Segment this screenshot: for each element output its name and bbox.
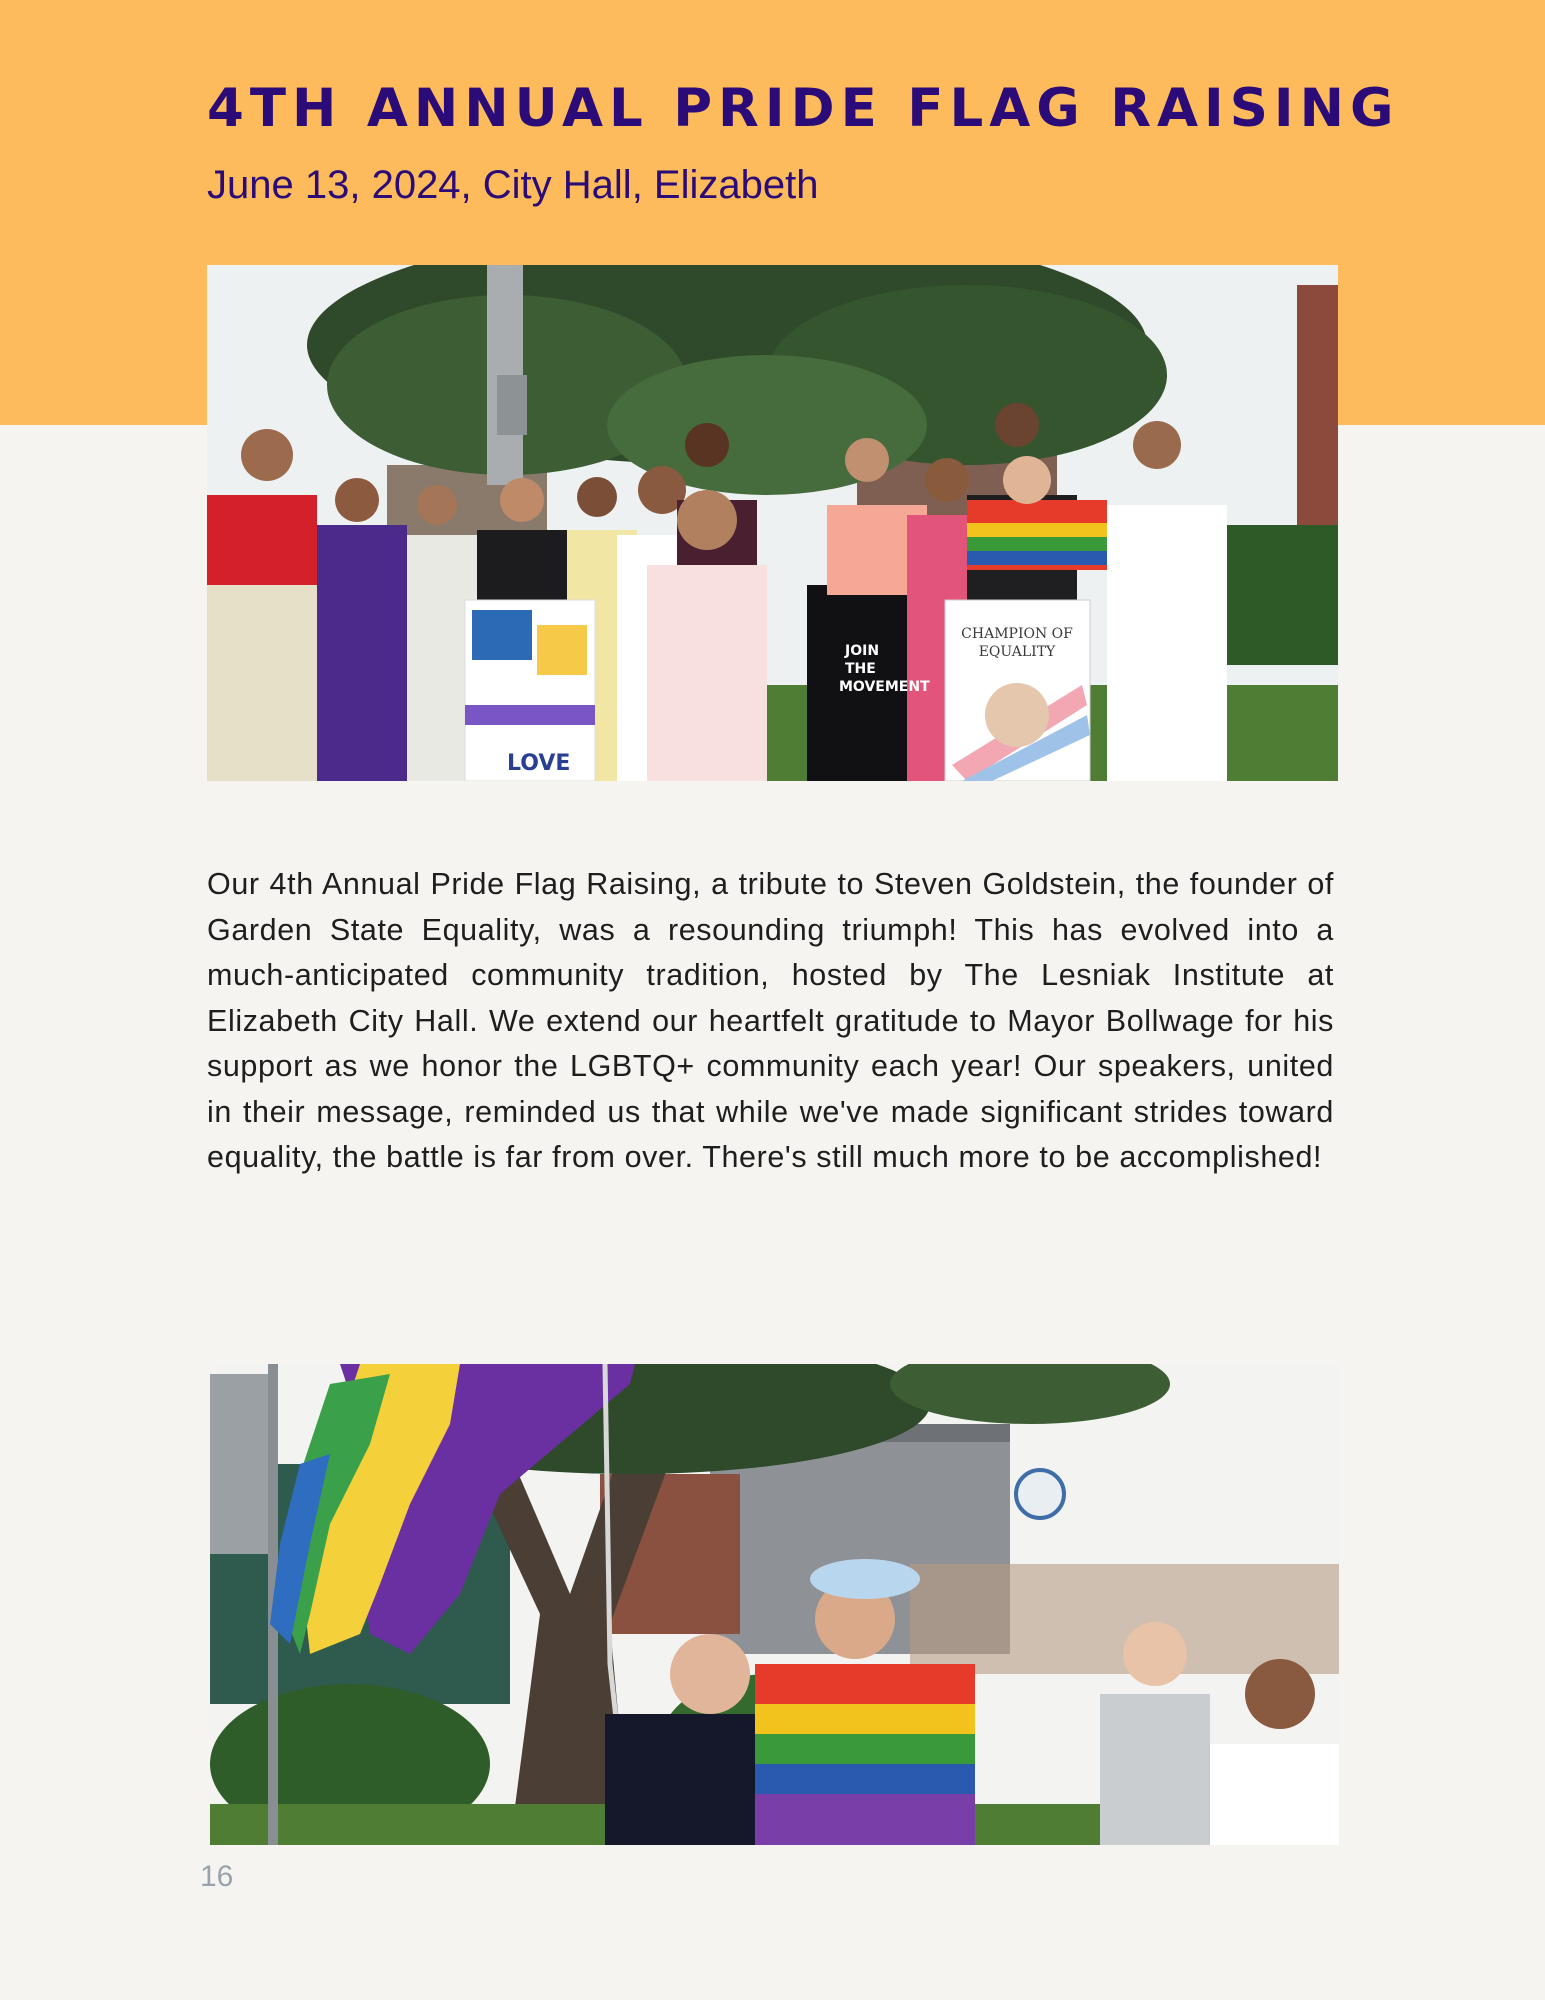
group-photo — [207, 265, 1338, 781]
poster-text: LOVE — [507, 751, 571, 776]
page-number: 16 — [200, 1860, 234, 1893]
page-title: 4TH ANNUAL PRIDE FLAG RAISING — [207, 78, 1400, 139]
body-paragraph: Our 4th Annual Pride Flag Raising, a tribute to Steven Goldstein, the founder of Garden State Equality, was a resounding triumph! This has evolved into a much-anticipated community tradition, hosted by The Lesniak Institute at Elizabeth City Hall. We extend our heartfelt gratitude to Mayor Bollwage for his support as we honor the LGBTQ+ community each year! Our speakers, united in their message, reminded us that while we've made significant strides toward equality, the battle is far from over. There's still much more to be accomplished! — [207, 867, 1334, 1174]
shirt-text-line2: THE — [845, 661, 876, 677]
shirt-text-line1: JOIN — [845, 643, 880, 659]
sign-text-line1: CHAMPION OF — [961, 626, 1073, 642]
shirt-text-line3: MOVEMENT — [839, 679, 930, 695]
sign-text-line2: EQUALITY — [978, 644, 1056, 660]
flag-raising-photo — [210, 1364, 1339, 1845]
event-date-location: June 13, 2024, City Hall, Elizabeth — [207, 163, 819, 207]
